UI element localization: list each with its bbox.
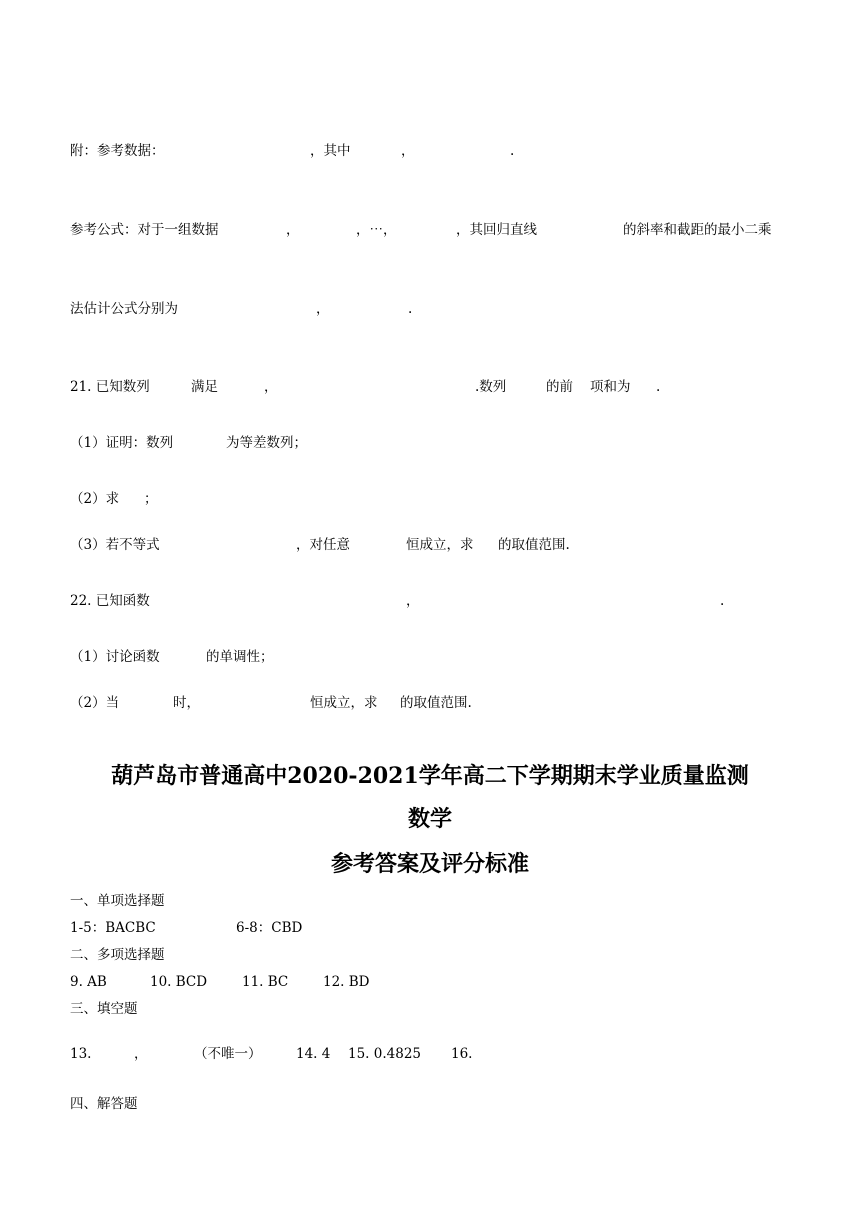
q22-comma: ， — [406, 593, 420, 609]
answer-9: 9. AB — [70, 974, 107, 990]
reference-formula-line-2 — [70, 299, 830, 319]
answers-1-5: 1-5：BACBC — [70, 920, 156, 936]
answer-13: 13. — [70, 1046, 92, 1062]
answer-key-subject: 数学 — [407, 806, 452, 832]
answer-13-note: （不唯一） — [194, 1046, 262, 1062]
q21-part3-holds: 恒成立，求 — [406, 537, 474, 553]
formula-2-label: 法估计公式分别为 — [70, 301, 178, 317]
q21-part2-label: （2）求 — [70, 491, 120, 507]
section-3-answers — [70, 1044, 570, 1064]
q22-part2-when: 时， — [173, 695, 200, 711]
answer-13-comma: ， — [134, 1046, 148, 1062]
q21-part3-label: （3）若不等式 — [70, 537, 160, 553]
question-22-part-1 — [70, 647, 830, 667]
answer-10: 10. BCD — [150, 974, 208, 990]
answer-16: 16. — [451, 1046, 473, 1062]
q21-part3-range: 的取值范围. — [498, 537, 570, 553]
answer-12: 12. BD — [323, 974, 370, 990]
section-4-heading-text: 四、解答题 — [70, 1096, 138, 1112]
formula-2-period: . — [408, 301, 413, 317]
section-4-heading — [70, 1094, 370, 1114]
answer-11: 11. BC — [242, 974, 289, 990]
question-22-part-2 — [70, 693, 830, 713]
q22-part2-label: （2）当 — [70, 695, 120, 711]
section-2-heading — [70, 945, 370, 965]
q22-part1-tail: 的单调性； — [206, 649, 274, 665]
q21-part1-tail: 为等差数列； — [226, 435, 307, 451]
q22-part2-holds: 恒成立，求 — [310, 695, 378, 711]
answer-key-title: 葫芦岛市普通高中2020-2021学年高二下学期期末学业质量监测 — [111, 763, 749, 789]
section-2-answers — [70, 972, 470, 992]
question-21-stem — [70, 377, 830, 397]
q21-seq: .数列 — [475, 379, 507, 395]
formula-comma-2: ，⋯， — [356, 222, 397, 238]
q21-comma: ， — [264, 379, 278, 395]
q21-part1-label: （1）证明：数列 — [70, 435, 174, 451]
section-1-heading — [70, 891, 370, 911]
q21-part3-for-any: ，对任意 — [296, 537, 350, 553]
q22-period: . — [720, 593, 725, 609]
formula-2-comma: ， — [316, 301, 330, 317]
q21-period: . — [656, 379, 661, 395]
reference-data-period: . — [510, 143, 515, 159]
q21-first: 的前 — [546, 379, 573, 395]
question-21-part-1 — [70, 433, 830, 453]
q21-part2-tail: ； — [144, 491, 158, 507]
question-21-part-3 — [70, 535, 830, 555]
formula-comma-1: ， — [286, 222, 300, 238]
answer-15: 15. 0.4825 — [348, 1046, 421, 1062]
q22-part2-range: 的取值范围. — [400, 695, 472, 711]
question-21-part-2 — [70, 489, 830, 509]
reference-formula-line-1 — [70, 220, 830, 240]
section-2-heading-text: 二、多项选择题 — [70, 947, 165, 963]
q21-number: 21. 已知数列 — [70, 379, 150, 395]
section-1-answers — [70, 918, 470, 938]
answers-6-8: 6-8：CBD — [236, 920, 303, 936]
reference-data-line — [70, 141, 830, 161]
q21-satisfy: 满足 — [191, 379, 218, 395]
formula-comma-3: ，其回归直线 — [456, 222, 537, 238]
q22-number: 22. 已知函数 — [70, 593, 150, 609]
formula-tail: 的斜率和截距的最小二乘 — [623, 222, 772, 238]
reference-data-comma-2: ， — [401, 143, 415, 159]
q21-terms: 项和为 — [590, 379, 631, 395]
reference-data-label: 附：参考数据： — [70, 143, 165, 159]
q22-part1-label: （1）讨论函数 — [70, 649, 160, 665]
formula-label: 参考公式：对于一组数据 — [70, 222, 219, 238]
question-22-stem — [70, 591, 830, 611]
answer-14: 14. 4 — [296, 1046, 331, 1062]
answer-key-subtitle: 参考答案及评分标准 — [330, 851, 529, 877]
section-3-heading — [70, 999, 370, 1019]
section-1-heading-text: 一、单项选择题 — [70, 893, 165, 909]
reference-data-comma-1: ，其中 — [310, 143, 351, 159]
section-3-heading-text: 三、填空题 — [70, 1001, 138, 1017]
